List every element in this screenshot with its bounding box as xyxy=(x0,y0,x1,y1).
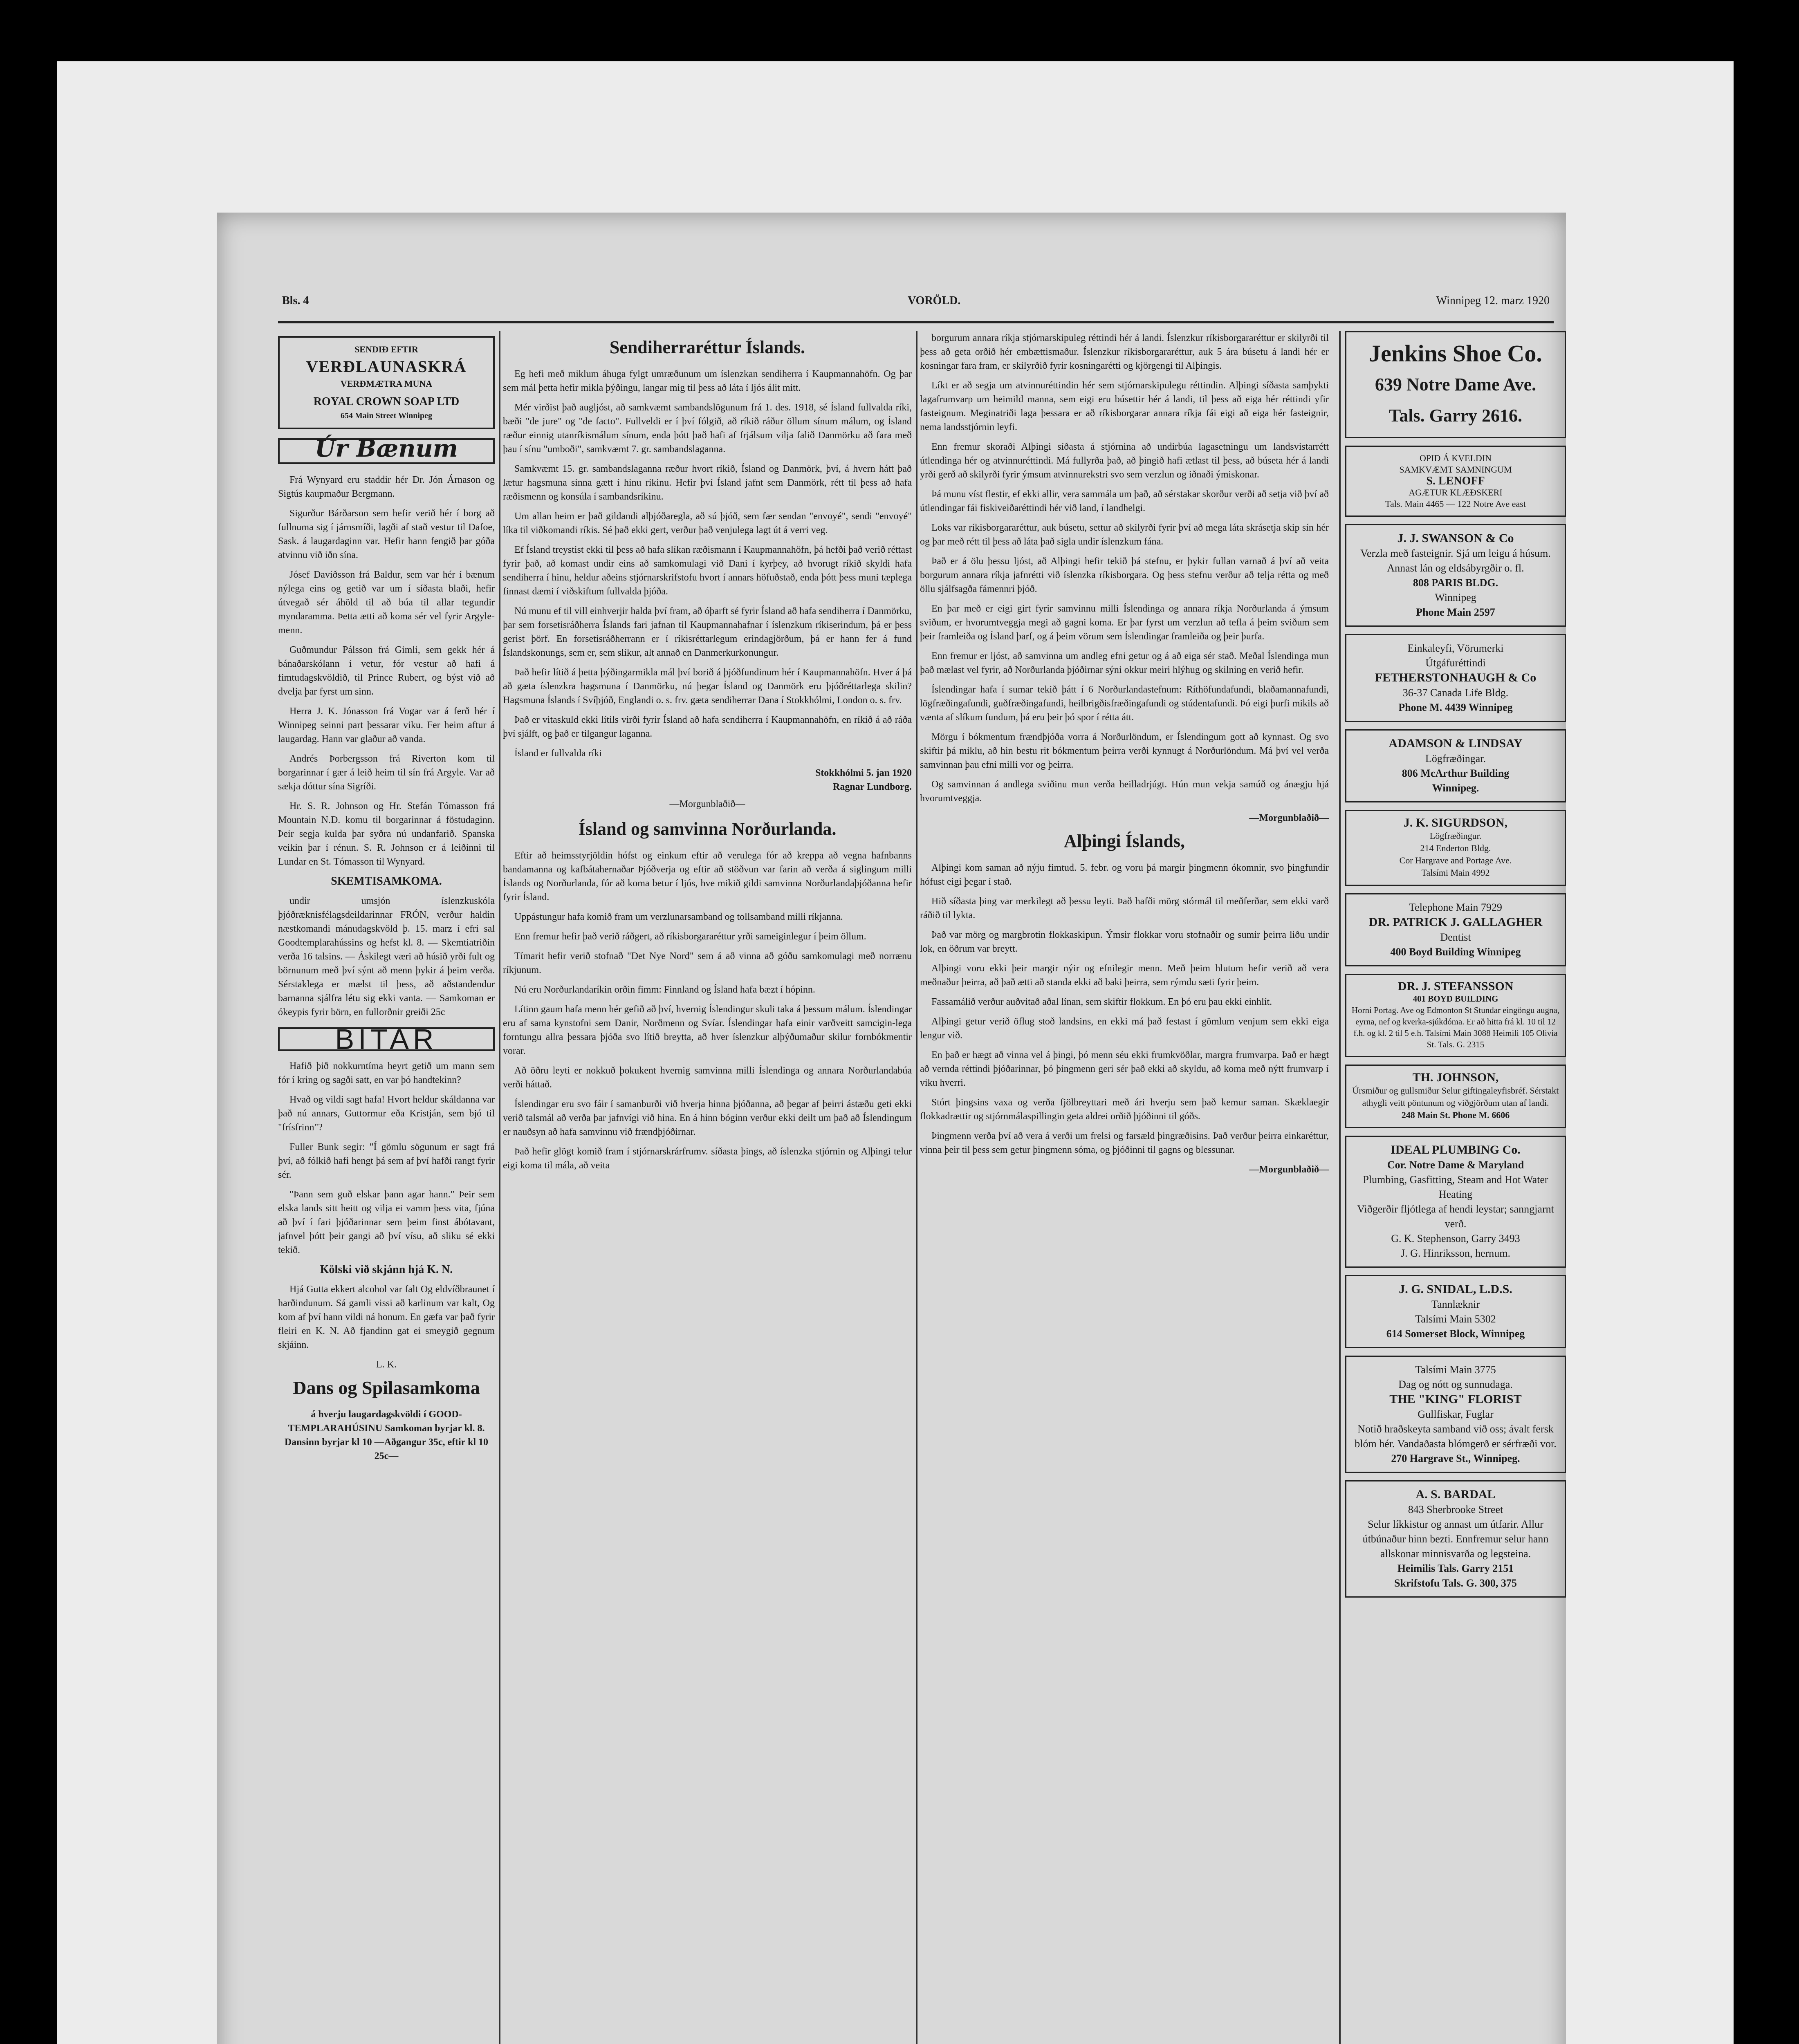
ad-line: Lögfræðingur. xyxy=(1429,831,1482,841)
ad-name: A. S. BARDAL xyxy=(1415,1488,1496,1501)
ad-line: Útgáfuréttindi xyxy=(1425,657,1486,669)
ad-text: Selur líkkistur og annast um útfarir. Allur útbúnaður hinn bezti. Ennfremur selur hann allskonar minnisvarða og legsteina. xyxy=(1362,1518,1549,1560)
fetherston-ad xyxy=(1345,634,1566,722)
article-paragraph: Það hefir lítið á þetta þýðingarmikla mál því borið á þjóðfundinum hér í Kaupmannahöfn. Hver á þá að gæta íslenzkra hagsmuna í Danmörku, nú þegar Ísland og Danmörk eru þjóðréttarlega skilin? Hagsmuna Íslands í Svíþjóð, Englandi o. s. frv. gæta sendiherrar Dana í Stokkhólmi, London o. s. frv. xyxy=(503,667,912,706)
article-paragraph: Ísland er fullvalda ríki xyxy=(514,748,602,759)
article-paragraph: Alþingi kom saman að nýju fimtud. 5. febr. og voru þá margir þingmenn ókomnir, svo þingfundir hófust eigi þegar í stað. xyxy=(920,863,1329,887)
article-paragraph: Líkt er að segja um atvinnuréttindin hér sem stjórnarskipulegu réttindin. Alþingi síðasta samþykti lagafrumvarp um heimild manna, sem eigi eru búsettir hér á landi, til þess að eiga hér réttindi yfir fasteignum. Meginatriði laga þessara er að ríkisborgarar annara ríkja fái eigi að eiga hér fasteignir, nema landsstjórnin leyfi. xyxy=(920,380,1329,433)
ad-phone: Skrifstofu Tals. G. 300, 375 xyxy=(1394,1577,1517,1589)
ad-line: S. LENOFF xyxy=(1426,475,1485,487)
article-paragraph: Eftir að heimsstyrjöldin hófst og einkum eftir að verulega fór að kreppa að vegna hafnbanns bandamanna og kafbátahernaðar Þjóðverja og eftir að stöðvun var farin að verða á siglingum milli Íslands og Norðurlanda, fór að koma betur í ljós, hve mikið gildi samvinna Norðurlandaþjóðanna hefir fyrir Ísland. xyxy=(503,850,912,903)
article-title: Sendiherraréttur Íslands. xyxy=(609,337,805,357)
ad-line: SENDIÐ EFTIR xyxy=(354,344,418,354)
article-paragraph: Það er á ölu þessu ljóst, að Alþingi hefir tekið þá stefnu, er þykir fullan varnað á því að veita borgurum annara ríkja jafnrétti við íslenzka ríkisborgara. Og þess stefnu verður að telja rétta og með öllu sjálfsagða fámennri þjóð. xyxy=(920,556,1329,594)
article-paragraph: Það var mörg og margbrotin flokkaskipun. Ýmsir flokkar voru stofnaðir og sumir þeirra liðu undir lok, en öðrum var breytt. xyxy=(920,930,1329,954)
article-paragraph: En það er hægt að vinna vel á þingi, þó menn séu ekki frumkvöðlar, margra frumvarpa. Það er hægt að vernda réttindi þjóðarinnar, þó þingmenn geri sér það ekki að skyldu, að koma með nýtt frumvarp í viku hverri. xyxy=(920,1050,1329,1088)
column-2 xyxy=(503,331,912,2044)
article-paragraph: Fassamálið verður auðvitað aðal línan, sem skiftir flokkum. En þó eru þau ekki einhlít. xyxy=(931,997,1272,1007)
skemti-title: SKEMTISAMKOMA. xyxy=(331,875,442,888)
ad-line: G. K. Stephenson, Garry 3493 xyxy=(1391,1233,1520,1244)
newspaper-page xyxy=(217,213,1566,2044)
news-item: Herra J. K. Jónasson frá Vogar var á ferð hér í Winnipeg seinni part þessarar viku. Fer heim aftur á laugardag. Hann var glaður að vanda. xyxy=(278,706,495,744)
ad-name: DR. PATRICK J. GALLAGHER xyxy=(1368,915,1543,929)
ad-line: Tannlæknir xyxy=(1431,1298,1480,1310)
florist-ad xyxy=(1345,1356,1566,1473)
ad-line: AGÆTUR KLÆÐSKERI xyxy=(1409,487,1503,498)
ad-address: 808 PARIS BLDG. xyxy=(1413,577,1498,589)
article-paragraph: Lítinn gaum hafa menn hér gefið að því, hvernig Íslendingur skuli taka á þessum málum. Íslendingar eru af sama kynstofni sem Danir, Norðmenn og Svíar. Íslendingar hafa einir varðveitt samcigin-lega forntungu allra þessara þjóða svo lítið breytta, að hver íslenzkur alþýðumaður skilur fornbókmentir vorar. xyxy=(503,1004,912,1056)
bitar-item: Hafið þið nokkurntíma heyrt getið um mann sem fór í kring og sagði satt, en var þó handtekinn? xyxy=(278,1061,495,1085)
ad-line: OPIÐ Á KVELDIN xyxy=(1420,453,1492,463)
article-paragraph: Það er vitaskuld ekki lítils virði fyrir Ísland að hafa sendiherra í Kaupmannahöfn, en ríkið á að ráða því sjálft, og það er tilgangur laganna. xyxy=(503,715,912,739)
plumbing-ad xyxy=(1345,1136,1566,1268)
ad-address: 400 Boyd Building Winnipeg xyxy=(1390,946,1521,958)
ad-line: Jenkins Shoe Co. xyxy=(1369,340,1542,367)
article-paragraph: Um allan heim er það gildandi alþjóðaregla, að sú þjóð, sem fær sendan "envoyé", sendi "envoyé" líka til viðkomandi ríkis. Sé það ekki gert, verður það venjulega lagt út á verri veg. xyxy=(503,511,912,536)
ad-address: 270 Hargrave St., Winnipeg. xyxy=(1391,1452,1520,1464)
ad-line: J. G. Hinriksson, hernum. xyxy=(1401,1247,1510,1259)
kolski-title: Kölski við skjánn hjá K. N. xyxy=(320,1263,453,1276)
article-paragraph: Enn fremur hefir það verið ráðgert, að ríkisborgararéttur yrði sameiginlegur í þeim öllum. xyxy=(514,931,866,942)
ad-address: Cor. Notre Dame & Maryland xyxy=(1387,1159,1524,1171)
article-paragraph: Mér virðist það augljóst, að samkvæmt sambandslögunum frá 1. des. 1918, sé Ísland fullvalda ríki, bæði "de jure" og "de facto". Fullveldi er í því fólgið, að ríkið ráður öllum sínum málum, og Ísland ræður einnig utanríkismálum sínum, enda þótt það hafi af frjálsum vilja falið Danmörku að fara með þau í sínu "umboði", samkvæmt 7. gr. sambandslaganna. xyxy=(503,402,912,455)
bardal-ad xyxy=(1345,1480,1566,1598)
article-title: Alþingi Íslands, xyxy=(1064,831,1185,851)
article-paragraph: Það hefir glögt komið fram í stjórnarskrárfrumv. síðasta þings, að íslenzka stjórnin og Alþingi telur eigi koma til mála, að veita xyxy=(503,1146,912,1171)
ad-line: VERÐMÆTRA MUNA xyxy=(340,379,433,389)
article-paragraph: Samkvæmt 15. gr. sambandslaganna ræður hvort ríkið, Ísland og Danmörk, því, á hvern hátt það lætur hagsmuna sinna gætt í hinu ríkinu. Hefir því Ísland jafnt sem Danmörk, rétt til þess að hafa ræðismenn og konsúla í sambandsríkinu. xyxy=(503,464,912,502)
article-paragraph: Alþingi voru ekki þeir margir nýir og efnilegir menn. Með þeim hlutum hefir verið að vera meðnaður þeirra, að það ætti að standa ekki að baki þeirra, sem rýmdu sæti fyrir þeim. xyxy=(920,963,1329,988)
ad-name: DR. J. STEFANSSON xyxy=(1397,979,1514,993)
verdlaun-ad xyxy=(278,336,495,429)
ad-headline: VERÐLAUNASKRÁ xyxy=(306,357,467,376)
article-paragraph: Þá munu víst flestir, ef ekki allir, vera sammála um það, að sérstakar skorður verði að setja við því að útlendingar fái fiskiveiðaréttindi hér við land, í landhelgi. xyxy=(920,489,1329,513)
ad-city: Winnipeg xyxy=(1435,592,1476,603)
gallagher-ad xyxy=(1345,893,1566,966)
ad-line: Einkaleyfi, Vörumerki xyxy=(1407,642,1504,654)
article-source: —Morgunblaðið— xyxy=(1249,813,1329,823)
kolski-signature: L. K. xyxy=(376,1359,397,1370)
news-item: Sigurður Bárðarson sem hefir verið hér í borg að fullnuma sig í járnsmíði, lagði af stað vestur til Dafoe, Sask. á laugardaginn var. Hefir hann fengið þar góða atvinnu við iðn sína. xyxy=(278,508,495,560)
page-label: Bls. 4 xyxy=(282,294,309,307)
jenkins-ad xyxy=(1345,331,1566,438)
ad-line: 214 Enderton Bldg. xyxy=(1420,843,1491,853)
ad-line: 639 Notre Dame Ave. xyxy=(1375,374,1537,394)
ad-address: 248 Main St. Phone M. 6606 xyxy=(1401,1110,1510,1120)
ad-phone: Talsími Main 3775 xyxy=(1415,1364,1496,1376)
ad-line: Cor Hargrave and Portage Ave. xyxy=(1399,855,1512,865)
ad-name: ADAMSON & LINDSAY xyxy=(1389,737,1523,750)
article-paragraph: Loks var ríkisborgararéttur, auk búsetu, settur að skilyrði fyrir því að mega láta skrásetja skip sín hér og þar með rétt til þess að láta það sigla undir íslenzkum fána. xyxy=(920,522,1329,547)
kolski-text: Hjá Gutta ekkert alcohol var falt Og eldvíðbraunet í harðindunum. Sá gamli vissi að karlinum var kalt, Og kom af því hann vildi ná honum. En gæfa var það fyrir fleiri en K. N. Að fjandinn gat ei smeygið gegnum skjáinn. xyxy=(278,1284,495,1350)
article-paragraph: Hið síðasta þing var merkilegt að þessu leyti. Það hafði mörg stórmál til meðferðar, sem ekki varð ráðið til lykta. xyxy=(920,896,1329,921)
ad-name: THE "KING" FLORIST xyxy=(1389,1392,1522,1406)
sigurdson-ad xyxy=(1345,810,1566,886)
article-source: —Morgunblaðið— xyxy=(1249,1164,1329,1175)
article-paragraph: Íslendingar eru svo fáir í samanburði við hverja hinna þjóðanna, að þegar af þeirri ástæðu geti ekki verið talsmál að verða þar jafnvígi við hina. En á hinn bóginn verður ekki deilt um það að Íslendingum er nauðsyn að hafa samvinnu við frændþjóðirnar. xyxy=(503,1099,912,1137)
ad-line: SAMKVÆMT SAMNINGUM xyxy=(1399,464,1512,475)
article-paragraph: Nú eru Norðurlandaríkin orðin fimm: Finnland og Ísland hafa bæzt í hópinn. xyxy=(514,984,815,995)
date-line: Winnipeg 12. marz 1920 xyxy=(1436,294,1550,307)
article-paragraph: Enn fremur skoraði Alþingi síðasta á stjórnina að undirbúa lagasetningu um landsvistarrétt útlendinga hér og atvinnuréttindi. Má fullyrða það, að þingið hafi ætlast til þess, að búseta hér á landi yrði gerð að skilyrði fyrir ýmsum atvinnurekstri svo sem verzlun og iðnaði ýmiskonar. xyxy=(920,442,1329,480)
column-divider xyxy=(499,331,500,2044)
news-item: Guðmundur Pálsson frá Gimli, sem gekk hér á bánaðarskólann í vetur, fór vestur að hafi á fimtudagskvöldið, til Prince Rubert, og býst við að dvelja þar fyrst um sinn. xyxy=(278,645,495,697)
dans-text: á hverju laugardagskvöldi í GOOD-TEMPLARAHÚSINU Samkoman byrjar kl. 8. Dansinn byrjar kl 10 —Aðgangur 35c, eftir kl 10 25c— xyxy=(284,1409,489,1461)
ad-name: J. J. SWANSON & Co xyxy=(1397,531,1514,545)
stefansson-ad xyxy=(1345,974,1566,1057)
swanson-ad xyxy=(1345,524,1566,627)
ad-line: Dag og nótt og sunnudaga. xyxy=(1398,1378,1513,1390)
lenoff-ad xyxy=(1345,446,1566,517)
article-paragraph: Mörgu í bókmentum frændþjóða vorra á Norðurlöndum, er Íslendingum gott að kynnast. Og svo skiftir þá miklu, að hin bestu rit bókmentum þeirra verði kynnugt á Norðurlöndum. Má því vel verða samvinnan þau efni milli vor og þeirra. xyxy=(920,732,1329,770)
ad-name: IDEAL PLUMBING Co. xyxy=(1391,1143,1521,1156)
ur-baenum-heading xyxy=(278,435,495,464)
ad-text: Verzla með fasteignir. Sjá um leigu á húsum. Annast lán og eldsábyrgðir o. fl. xyxy=(1360,547,1551,574)
news-item: Hr. S. R. Johnson og Hr. Stefán Tómasson frá Mountain N.D. komu til borgarinnar á föstudaginn. Þeir segja kulda þar syðra nú undanfarið. Spanska veikin þar í rénun. S. R. Johnson er á leiðinni til Lundar en St. Tómasson til Wynyard. xyxy=(278,801,495,867)
ad-text: Úrsmiður og gullsmiður Selur giftingaleyfisbréf. Sérstakt athygli veitt pöntunum og viðgjörðum utan af landi. xyxy=(1352,1085,1559,1108)
article-paragraph: Nú munu ef til vill einhverjir halda því fram, að óþarft sé fyrir Ísland að hafa sendiherra í Danmörku, þar sem forsetisráðherra Íslands fari jafnan til Kaupmannahafnar í íslenzkum ríkiserindum, þá er þess gerist þörf. En forsetisráðherrann er í ríkisréttarlegum erindagjörðum, þá er hann fer á fund Íslandskonungs, sem er, sem slíkur, alt annað en Danmerkurkonungur. xyxy=(503,606,912,658)
adamson-ad xyxy=(1345,729,1566,802)
johnson-ad xyxy=(1345,1065,1566,1128)
ad-line: ROYAL CROWN SOAP LTD xyxy=(313,395,460,408)
news-item: Frá Wynyard eru staddir hér Dr. Jón Árnason og Sigtús kaupmaður Bergmann. xyxy=(278,475,495,499)
paper-name: VORÖLD. xyxy=(908,294,961,307)
bitar-item: "Þann sem guð elskar þann agar hann." Þeir sem elska lands sitt heitt og vilja ei vamm þess vita, fjúna að því í fari þjóðarinnar sem þeim finst ábótavant, jafnvel þótt þeir gangi að því vísu, að sliku sé ekki tekið. xyxy=(278,1189,495,1255)
ad-text: Plumbing, Gasfitting, Steam and Hot Water Heating xyxy=(1363,1174,1548,1200)
ad-name: J. K. SIGURDSON, xyxy=(1403,816,1508,829)
column-4-ads xyxy=(1345,331,1566,2044)
bitar-title: BITAR xyxy=(278,1027,495,1051)
ad-line: Talsími Main 4992 xyxy=(1421,867,1490,878)
article-paragraph: borgurum annara ríkja stjórnarskipuleg réttindi hér á landi. Íslenzkur ríkisborgararéttur er skilyrði til þess að geta orðið hér embættismaður. Íslenzkur ríkisborgararéttur, auk 5 ára búsetu á landi hér er kosningar fara fram, er skilyrðið fyrir kosningarétti og kjörgengi til Alþingis. xyxy=(920,333,1329,371)
article-paragraph: Enn fremur er ljóst, að samvinna um andleg efni getur og á að eiga sér stað. Meðal Íslendinga mun það mælast vel fyrir, að Norðurlanda þjóðirnar sýni okkur meiri hlýhug og skilning en verið hefir. xyxy=(920,651,1329,675)
ad-phone: Heimilis Tals. Garry 2151 xyxy=(1397,1562,1514,1574)
column-divider xyxy=(1339,331,1341,2044)
ad-line: Lögfræðingar. xyxy=(1425,753,1486,764)
snidal-ad xyxy=(1345,1275,1566,1348)
bitar-item: Hvað og vildi sagt hafa! Hvort heldur skáldanna var það nú annars, Guttormur eða Kristján, sem bjó til "frísfrinn"? xyxy=(278,1094,495,1133)
ad-address: 401 BOYD BUILDING xyxy=(1413,994,1498,1004)
article-paragraph: Ef Ísland treystist ekki til þess að hafa slíkan ræðismann í Kaupmannahöfn, þá hefði það verið réttast fyrir það, að komast undir eins að samkomulagi við Dani í kyrþey, að hvorugt ríkið skyldi hafa sendiherra í hinu, heldur aðeins stjórnarskrifstofu hvort í annars höfuðstað, enda þótt þess muni tæplega finnast dæmi í viðskiftum fullvalda þjóða. xyxy=(503,545,912,597)
column-divider xyxy=(916,331,917,2044)
ad-name: TH. JOHNSON, xyxy=(1412,1071,1499,1084)
skemti-text: undir umsjón íslenzkuskóla þjóðræknisfélagsdeildarinnar FRÓN, verður haldin næstkomandi mánudagskvöld þ. 15. marz í efri sal Goodtemplarahússins og hefst kl. 8. — Skemtiatriðin verða 16 talsins. — Áskilegt væri að húsið yrði fult og börnunum með því sýnt að menn þykir á þeim verða. Sérstaklega er mælst til þess, að aðstandendur barnanna sjálfra létu sig ekki vanta. — Samkoman er ókeypis fyrir börn, en fullorðnir greiði 25c xyxy=(278,896,495,1018)
article-place: Stokkhólmi 5. jan 1920 xyxy=(815,768,912,778)
ad-line: Dentist xyxy=(1440,931,1471,943)
article-paragraph: Íslendingar hafa í sumar tekið þátt í 6 Norðurlandastefnum: Ríthöfundafundi, blaðamannafundi, lögfræðingafundi, guðfræðingafundi, heilbrigðisfræðingafundi og stúdentafundi. Þó eigi þurfi mikils að vænta af slíkum fundum, þá eru þeir þó spor í rétta átt. xyxy=(920,684,1329,723)
article-paragraph: En þar með er eigi girt fyrir samvinnu milli Íslendinga og annara ríkja Norðurlanda á ýmsum sviðum, er hvorumtveggja megi að gagni koma. Er þar fyrst um verzlun að tefla á þeim sviðum sem þeir framleiða og Ísland þarf, og á þeim vörum sem Íslendingar framleiða og þeir þurfa. xyxy=(920,603,1329,642)
column-3 xyxy=(920,331,1329,2044)
ad-name: FETHERSTONHAUGH & Co xyxy=(1375,671,1537,684)
article-paragraph: Þingmenn verða því að vera á verði um frelsi og farsæld þingræðisins. Það verður þeirra einkaréttur, vinna þeir til þess sem getur þingmenn sóma, og þjóðinni til gagns og blessunar. xyxy=(920,1131,1329,1155)
dans-title: Dans og Spilasamkoma xyxy=(293,1377,480,1398)
section-title: Úr Bænum xyxy=(314,435,458,462)
ad-text: Horni Portag. Ave og Edmonton St Stundar eingöngu augna, eyrna, nef og kverka-sjúkdóma. Er að hitta frá kl. 10 til 12 f.h. og kl. 2 til 5 e.h. Talsími Main 3088 Heimili 105 Olivia St. Tals. G. 2315 xyxy=(1351,1005,1560,1049)
ad-line: 654 Main Street Winnipeg xyxy=(341,411,432,420)
ad-address: 614 Somerset Block, Winnipeg xyxy=(1386,1328,1525,1340)
ad-phone: Phone M. 4439 Winnipeg xyxy=(1398,702,1513,713)
ad-address: 806 McArthur Building xyxy=(1402,767,1510,779)
ad-text: Viðgerðir fljótlega af hendi leystar; sanngjarnt verð. xyxy=(1357,1203,1554,1230)
ad-phone: Telephone Main 7929 xyxy=(1409,901,1502,913)
header-rule xyxy=(278,321,1554,323)
ad-line: Gullfiskar, Fuglar xyxy=(1418,1408,1494,1420)
ad-line: Tals. Garry 2616. xyxy=(1389,406,1522,426)
news-item: Andrés Þorbergsson frá Riverton kom til borgarinnar í gær á leið heim til sín frá Argyle. Var að sækja dóttur sína Sigríði. xyxy=(278,753,495,792)
page-header xyxy=(233,290,1550,315)
article-paragraph: Að öðru leyti er nokkuð þokukent hvernig samvinna milli Íslendinga og annara Norðurlandabúa verði háttað. xyxy=(503,1065,912,1090)
article-paragraph: Eg hefi með miklum áhuga fylgt umræðunum um íslenzkan sendiherra í Kaupmannahöfn. Og þar sem mál þetta hefir mikla þýðingu, langar mig til þess að láta í ljós álit mitt. xyxy=(503,369,912,393)
article-paragraph: Uppástungur hafa komið fram um verzlunarsamband og tollsamband milli ríkjanna. xyxy=(514,912,843,922)
ad-text: Notið hraðskeyta samband við oss; ávalt fersk blóm hér. Vandaðasta blómgerð er sérfræði vor. xyxy=(1355,1423,1557,1450)
article-title: Ísland og samvinna Norðurlanda. xyxy=(578,819,837,839)
article-paragraph: Stórt þingsins vaxa og verða fjölbreyttari með ári hverju sem það kemur saman. Skæklaegir flokkadrættir og stjórnmálaspillingin geta aldrei orðið þjóðinni til góðs. xyxy=(920,1097,1329,1122)
ad-city: Winnipeg. xyxy=(1432,782,1479,794)
column-1 xyxy=(278,331,495,2044)
news-item: Jósef Davíðsson frá Baldur, sem var hér í bænum nýlega eins og getið var um í síðasta blaði, hefir útvegað sér áhöld til að búa til allar tegundir myndaramma. Þetta ætti að koma sér vel fyrir Argyle-menn. xyxy=(278,569,495,636)
article-paragraph: Og samvinnan á andlega sviðinu mun verða heilladrjúgt. Hún mun vekja samúð og ánægju hjá hvorumtveggja. xyxy=(920,779,1329,804)
ad-address: 36-37 Canada Life Bldg. xyxy=(1402,687,1509,699)
article-signature: Ragnar Lundborg. xyxy=(833,782,912,792)
ad-name: J. G. SNIDAL, L.D.S. xyxy=(1399,1282,1512,1296)
ad-phone: Phone Main 2597 xyxy=(1416,606,1495,618)
article-source: —Morgunblaðið— xyxy=(669,799,745,809)
bitar-item: Fuller Bunk segir: "Í gömlu sögunum er sagt frá því, að fólkið hafi hengt þá sem af því hafði rangt fyrir sér. xyxy=(278,1142,495,1180)
ad-phone: Talsími Main 5302 xyxy=(1415,1313,1496,1325)
ad-line: Tals. Main 4465 — 122 Notre Ave east xyxy=(1385,499,1526,509)
article-paragraph: Tímarit hefir verið stofnað "Det Nye Nord" sem á að vinna að góðu samkomulagi með norrænu ríkjunum. xyxy=(503,951,912,975)
ad-address: 843 Sherbrooke Street xyxy=(1408,1504,1503,1515)
article-paragraph: Alþingi getur verið öflug stoð landsins, en ekki má það festast í gömlum venjum sem ekki eiga lengur við. xyxy=(920,1016,1329,1041)
